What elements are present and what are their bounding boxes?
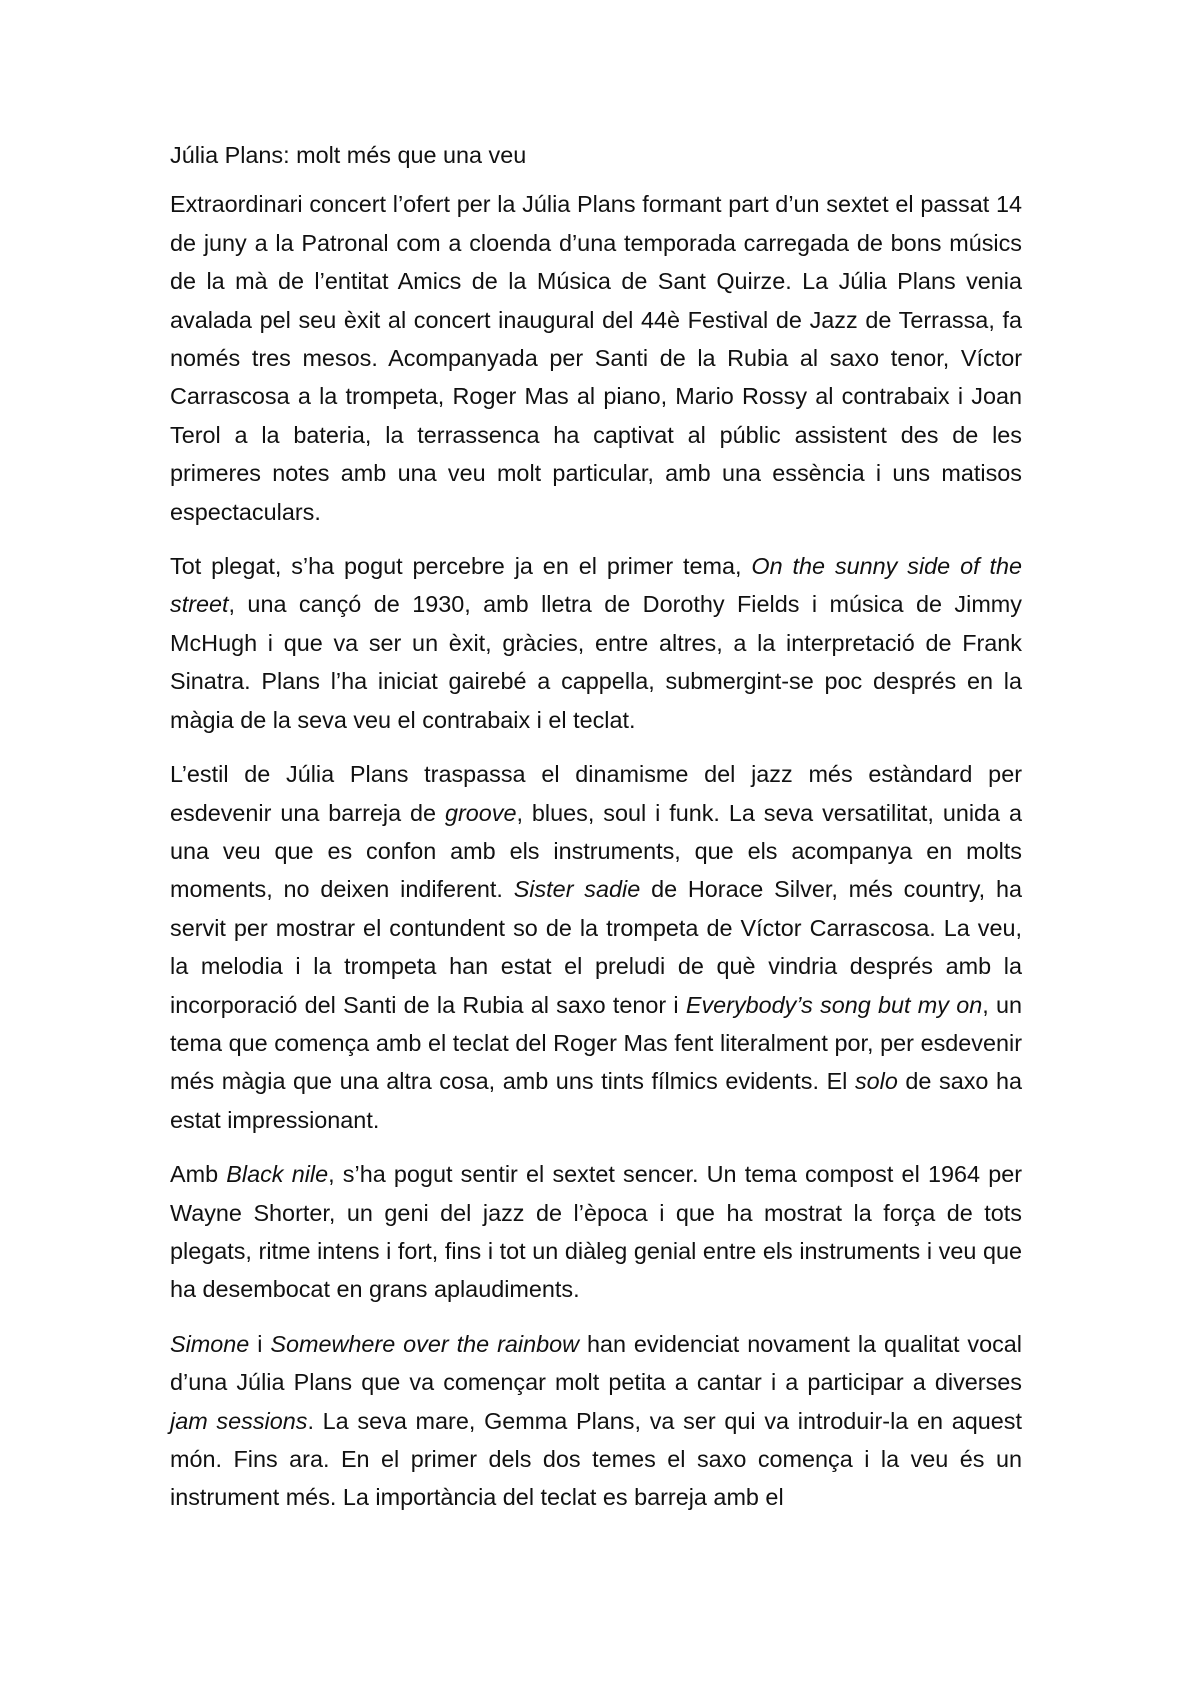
article-title: Júlia Plans: molt més que una veu [170, 142, 527, 168]
song-title: Black nile [226, 1161, 329, 1188]
paragraph-run: Tot plegat, s’ha pogut percebre ja en el primer tema, [170, 553, 752, 580]
paragraph-run: han evidenciat novament la qualitat vocal d’una Júlia Plans que va començar molt petita a cantar i a participar a diverses [170, 1330, 1022, 1396]
paragraph-run: i [249, 1330, 271, 1357]
paragraph-run: Amb [170, 1161, 227, 1188]
paragraph-run: L’estil de Júlia Plans traspassa el dinamisme del jazz més estàndard per esdevenir una barreja de [170, 761, 1022, 826]
paragraph-run: , blues, soul i funk. La seva versatilitat, unida a una veu que es confon amb els instruments, que els acompanya en molts moments, no deixen indiferent. [170, 799, 1022, 903]
paragraph-run: , s’ha pogut sentir el sextet sencer. Un tema compost el 1964 per Wayne Shorter, un geni del jazz de l’època i que ha mostrat la força de tots plegats, ritme intens i fort, fins i tot un diàleg genial entre els instruments i veu que ha desembocat en grans aplaudiments. [170, 1161, 1023, 1303]
paragraph-2 [170, 547, 1022, 739]
song-title: Somewhere over the rainbow [270, 1330, 579, 1357]
song-title: Simone [170, 1330, 250, 1357]
song-title: Everybody’s song but my on [685, 991, 983, 1018]
italic-term: groove [444, 799, 517, 826]
italic-term: solo [854, 1068, 898, 1095]
paragraph-3 [170, 755, 1022, 1139]
paragraph-4 [170, 1155, 1022, 1309]
paragraph-run: , un tema que comença amb el teclat del Roger Mas fent literalment por, per esdevenir més màgia que una altra cosa, amb uns tints fílmics evidents. El [170, 991, 1022, 1095]
paragraph-run: , una cançó de 1930, amb lletra de Dorothy Fields i música de Jimmy McHugh i que va ser un èxit, gràcies, entre altres, a la interpretació de Frank Sinatra. Plans l’ha iniciat gairebé a cappella, submergint-se poc després en la màgia de la seva veu el contrabaix i el teclat. [170, 591, 1022, 733]
paragraph-run: de Horace Silver, més country, ha servit per mostrar el contundent so de la trompeta de Víctor Carrascosa. La veu, la melodia i la trompeta han estat el preludi de què vindria després amb la incorporació del Santi de la Rubia al saxo tenor i [170, 876, 1023, 1018]
paragraph-1 [170, 185, 1022, 531]
song-title: Sister sadie [513, 876, 641, 903]
italic-term: jam sessions [170, 1407, 308, 1434]
paragraph-run: Extraordinari concert l’ofert per la Júlia Plans formant part d’un sextet el passat 14 de juny a la Patronal com a cloenda d’una temporada carregada de bons músics de la mà de l’entitat Amics de la Música de Sant Quirze. La Júlia Plans venia avalada pel seu èxit al concert inaugural del 44è Festival de Jazz de Terrassa, fa només tres mesos. Acompanyada per Santi de la Rubia al saxo tenor, Víctor Carrascosa a la trompeta, Roger Mas al piano, Mario Rossy al contrabaix i Joan Terol a la bateria, la terrassenca ha captivat al públic assistent des de les primeres notes amb una veu molt particular, amb una essència i uns matisos espectaculars. [170, 191, 1022, 525]
song-title: On the sunny side of the street [170, 553, 1022, 618]
article-body [170, 136, 1022, 1517]
paragraph-5 [170, 1325, 1022, 1517]
paragraph-run: de saxo ha estat impressionant. [170, 1068, 1022, 1133]
paragraph-run: . La seva mare, Gemma Plans, va ser qui va introduir-la en aquest món. Fins ara. En el primer dels dos temes el saxo comença i la veu és un instrument més. La importància del teclat es barreja amb el [170, 1407, 1022, 1511]
